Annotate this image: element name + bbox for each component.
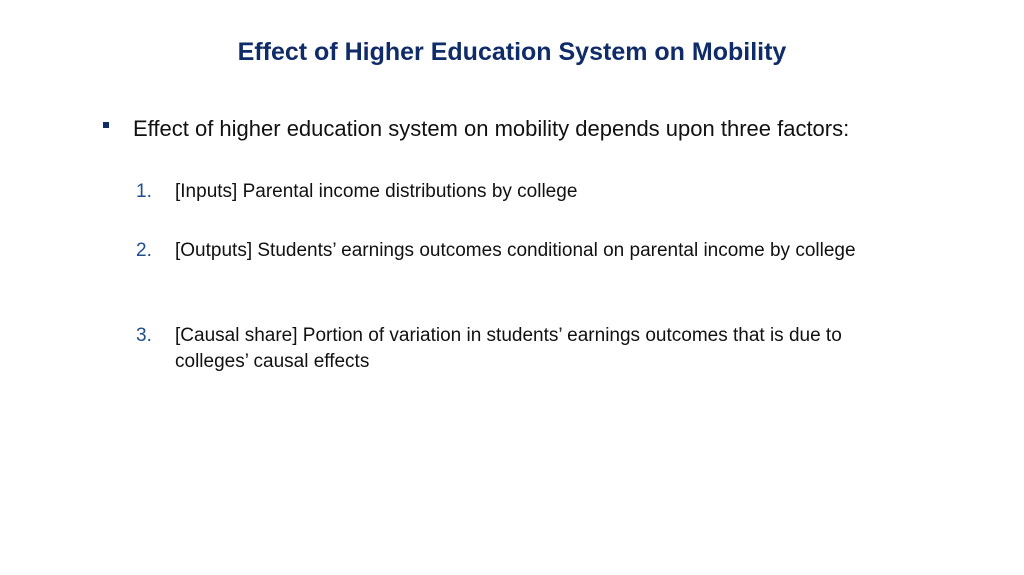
square-bullet-icon (103, 122, 109, 128)
list-item-text: [Outputs] Students’ earnings outcomes conditional on parental income by college (175, 240, 856, 261)
list-item-number: 1. (136, 181, 152, 202)
slide-title: Effect of Higher Education System on Mobility (237, 38, 787, 66)
main-bullet-text: Effect of higher education system on mobility depends upon three factors: (133, 116, 850, 141)
list-item-number: 2. (136, 240, 152, 261)
list-item-number: 3. (136, 325, 152, 346)
list-item-text: [Inputs] Parental income distributions by college (175, 181, 578, 202)
list-item-text: [Causal share] Portion of variation in students’ earnings outcomes that is due to colleges’ causal effects (175, 325, 842, 372)
